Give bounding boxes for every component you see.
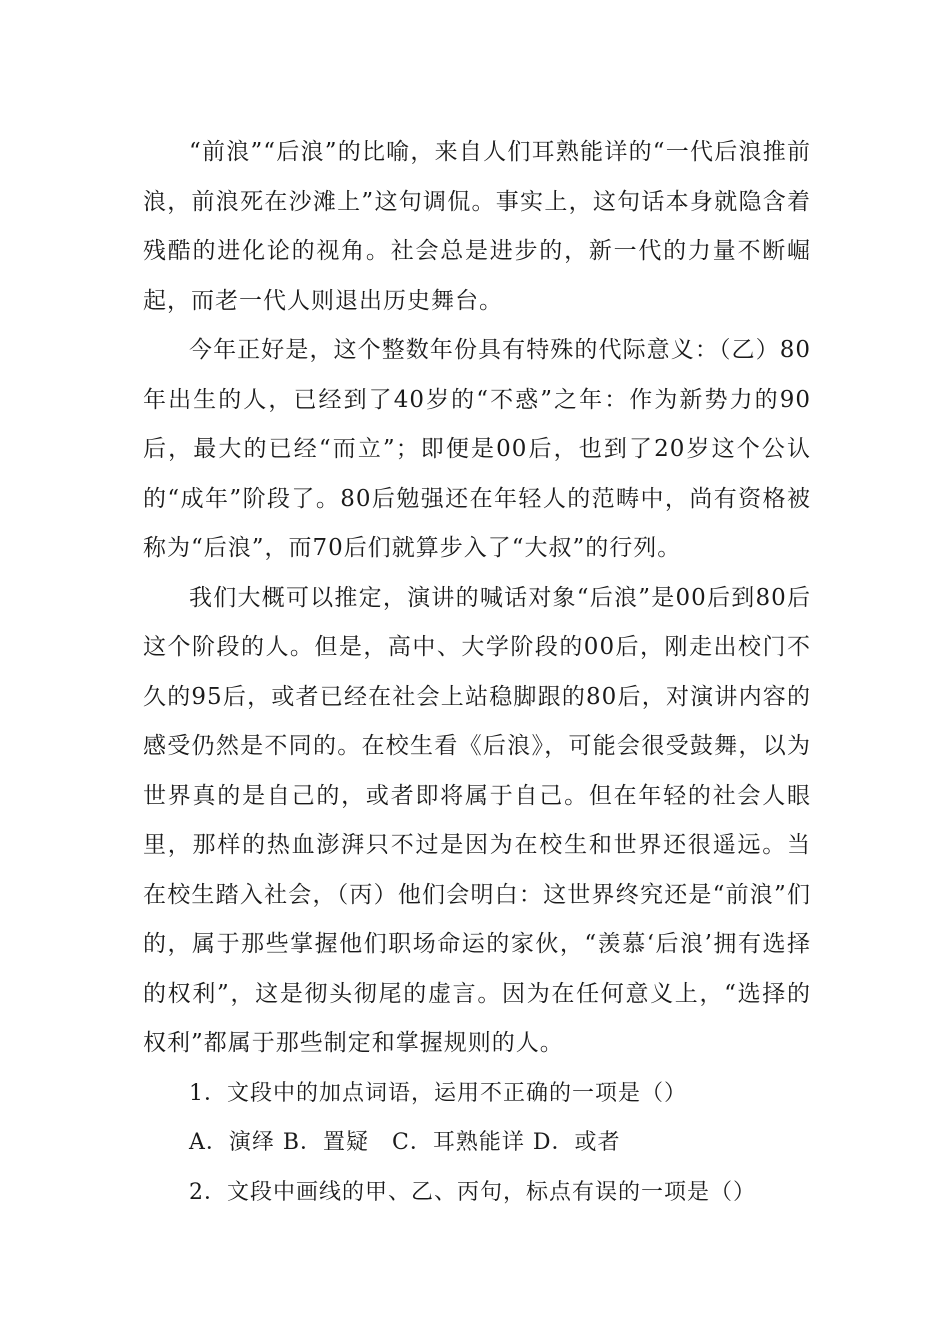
question-1: 1．文段中的加点词语，运用不正确的一项是（） — [189, 1080, 687, 1106]
question-1-options: A．演绎 B．置疑 C．耳熟能详 D．或者 — [189, 1130, 621, 1155]
question-2: 2．文段中画线的甲、乙、丙句，标点有误的一项是（） — [189, 1179, 756, 1205]
paragraph-3: 我们大概可以推定，演讲的喊话对象“后浪”是00后到80后这个阶段的人。但是，高中、大学阶段的00后，刚走出校门不久的95后，或者已经在社会上站稳脚跟的80后，对演讲内容的感受仍然是不同的。在校生看《后浪》，可能会很受鼓舞，以为世界真的是自己的，或者即将属于自己。但在年轻的社会人眼里，那样的热血澎湃只不过是因为在校生和世界还很遥远。当在校生踏入社会，（丙）他们会明白：这世界终究还是“前浪”们的，属于那些掌握他们职场命运的家伙，“羡慕‘后浪’拥有选择的权利”，这是彻头彻尾的虚言。因为在任何意义上，“选择的权利”都属于那些制定和掌握规则的人。 — [143, 584, 811, 1056]
paragraph-2: 今年正好是，这个整数年份具有特殊的代际意义：（乙）80年出生的人，已经到了40岁的“不惑”之年：作为新势力的90后，最大的已经“而立”；即便是00后，也到了20岁这个公认的“成年”阶段了。80后勉强还在年轻人的范畴中，尚有资格被称为“后浪”，而70后们就算步入了“大叔”的行列。 — [143, 337, 811, 561]
document-body — [143, 128, 811, 1217]
paragraph-1: “前浪”“后浪”的比喻，来自人们耳熟能详的“一代后浪推前浪，前浪死在沙滩上”这句调侃。事实上，这句话本身就隐含着残酷的进化论的视角。社会总是进步的，新一代的力量不断崛起，而老一代人则退出历史舞台。 — [143, 139, 811, 314]
